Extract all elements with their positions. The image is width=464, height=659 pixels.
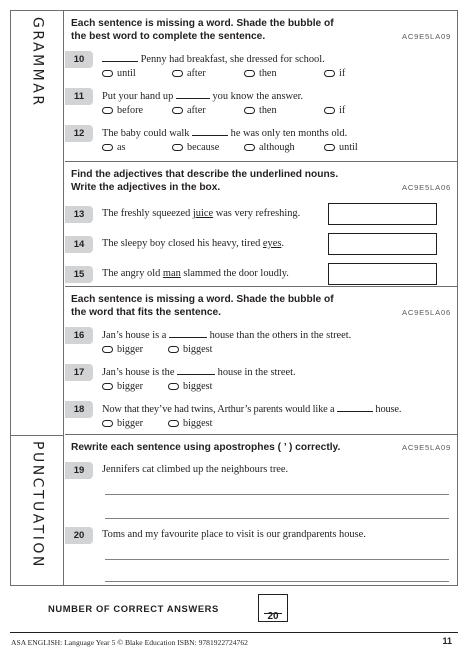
option-bubble[interactable]: as	[102, 142, 126, 153]
question-number: 18	[65, 401, 93, 418]
question-text: Jan’s house is the house in the street.	[102, 367, 296, 378]
answer-blank[interactable]	[177, 366, 215, 375]
question-text: The freshly squeezed juice was very refreshing.	[102, 208, 301, 219]
footer-credit: ASA ENGLISH: Language Year 5 © Blake Education ISBN: 9781922724762	[11, 638, 248, 647]
curriculum-code: AC9E5LA09	[402, 443, 451, 452]
answer-blank[interactable]	[192, 127, 228, 136]
section-missing-word-1	[65, 11, 457, 162]
side-label-grammar: GRAMMAR	[29, 17, 46, 108]
score-label: NUMBER OF CORRECT ANSWERS	[48, 603, 219, 614]
section-instruction: Rewrite each sentence using apostrophes ( ’ ) correctly.	[71, 442, 341, 453]
question-number: 19	[65, 462, 93, 479]
option-bubble[interactable]: if	[324, 105, 345, 116]
answer-blank[interactable]	[176, 90, 210, 99]
bubble-icon	[172, 144, 183, 151]
option-bubble[interactable]: if	[324, 68, 345, 79]
writing-line[interactable]	[105, 518, 449, 519]
bubble-icon	[168, 420, 179, 427]
curriculum-code: AC9E5LA06	[402, 308, 451, 317]
option-bubble[interactable]: biggest	[168, 418, 212, 429]
question-text: The sleepy boy closed his heavy, tired eyes.	[102, 238, 284, 249]
bubble-icon	[244, 70, 255, 77]
bubble-icon	[172, 107, 183, 114]
side-label-punctuation: PUNCTUATION	[29, 441, 46, 569]
option-bubble[interactable]: bigger	[102, 344, 143, 355]
bubble-icon	[102, 346, 113, 353]
answer-blank[interactable]	[102, 53, 138, 62]
question-number: 14	[65, 236, 93, 253]
option-bubble[interactable]: bigger	[102, 418, 143, 429]
page-number: 11	[442, 636, 452, 646]
option-bubble[interactable]: biggest	[168, 381, 212, 392]
curriculum-code: AC9E5LA06	[402, 183, 451, 192]
section-adjectives	[65, 162, 457, 287]
worksheet-frame	[10, 10, 458, 586]
underlined-noun: juice	[192, 208, 214, 219]
question-text: Penny had breakfast, she dressed for school.	[102, 53, 325, 65]
option-bubble[interactable]: although	[244, 142, 295, 153]
curriculum-code: AC9E5LA09	[402, 32, 451, 41]
option-bubble[interactable]: after	[172, 68, 206, 79]
option-bubble[interactable]: before	[102, 105, 143, 116]
answer-box[interactable]	[328, 263, 437, 285]
side-column	[11, 11, 64, 585]
bubble-icon	[324, 107, 335, 114]
question-number: 12	[65, 125, 93, 142]
question-text: The baby could walk he was only ten months old.	[102, 128, 348, 139]
writing-line[interactable]	[105, 581, 449, 582]
bubble-icon	[324, 70, 335, 77]
question-number: 11	[65, 88, 93, 105]
question-number: 10	[65, 51, 93, 68]
answer-blank[interactable]	[169, 329, 207, 338]
bubble-icon	[168, 383, 179, 390]
bubble-icon	[324, 144, 335, 151]
bubble-icon	[172, 70, 183, 77]
question-text: Toms and my favourite place to visit is our grandparents house.	[102, 529, 366, 540]
question-number: 15	[65, 266, 93, 283]
question-text: Now that they’ve had twins, Arthur’s parents would like a house.	[102, 404, 402, 415]
question-text: Put your hand up you know the answer.	[102, 91, 304, 102]
question-number: 17	[65, 364, 93, 381]
question-number: 16	[65, 327, 93, 344]
section-instruction: Each sentence is missing a word. Shade the bubble of the word that fits the sentence.	[71, 294, 334, 318]
option-bubble[interactable]: until	[102, 68, 136, 79]
section-instruction: Each sentence is missing a word. Shade the bubble of the best word to complete the sentence.	[71, 18, 334, 42]
section-missing-word-2	[65, 287, 457, 435]
answer-box[interactable]	[328, 233, 437, 255]
bubble-icon	[102, 420, 113, 427]
score-box[interactable]	[258, 594, 288, 622]
option-bubble[interactable]: then	[244, 68, 277, 79]
question-text: Jennifers cat climbed up the neighbours tree.	[102, 464, 289, 475]
option-bubble[interactable]: biggest	[168, 344, 212, 355]
writing-line[interactable]	[105, 494, 449, 495]
option-bubble[interactable]: then	[244, 105, 277, 116]
bubble-icon	[244, 107, 255, 114]
question-text: Jan’s house is a house than the others in the street.	[102, 330, 352, 341]
bubble-icon	[102, 107, 113, 114]
option-bubble[interactable]: until	[324, 142, 358, 153]
bubble-icon	[244, 144, 255, 151]
side-divider	[11, 435, 64, 436]
footer-divider	[10, 632, 458, 633]
writing-line[interactable]	[105, 559, 449, 560]
score-total: 20	[267, 611, 279, 622]
answer-blank[interactable]	[337, 403, 373, 412]
answer-box[interactable]	[328, 203, 437, 225]
question-text: The angry old man slammed the door loudly.	[102, 268, 289, 279]
underlined-noun: man	[162, 268, 181, 279]
bubble-icon	[168, 346, 179, 353]
bubble-icon	[102, 144, 113, 151]
option-bubble[interactable]: after	[172, 105, 206, 116]
option-bubble[interactable]: bigger	[102, 381, 143, 392]
section-apostrophes	[65, 435, 457, 587]
question-number: 13	[65, 206, 93, 223]
section-instruction: Find the adjectives that describe the underlined nouns. Write the adjectives in the box.	[71, 169, 339, 193]
underlined-noun: eyes	[262, 238, 282, 249]
bubble-icon	[102, 383, 113, 390]
bubble-icon	[102, 70, 113, 77]
option-bubble[interactable]: because	[172, 142, 219, 153]
question-number: 20	[65, 527, 93, 544]
